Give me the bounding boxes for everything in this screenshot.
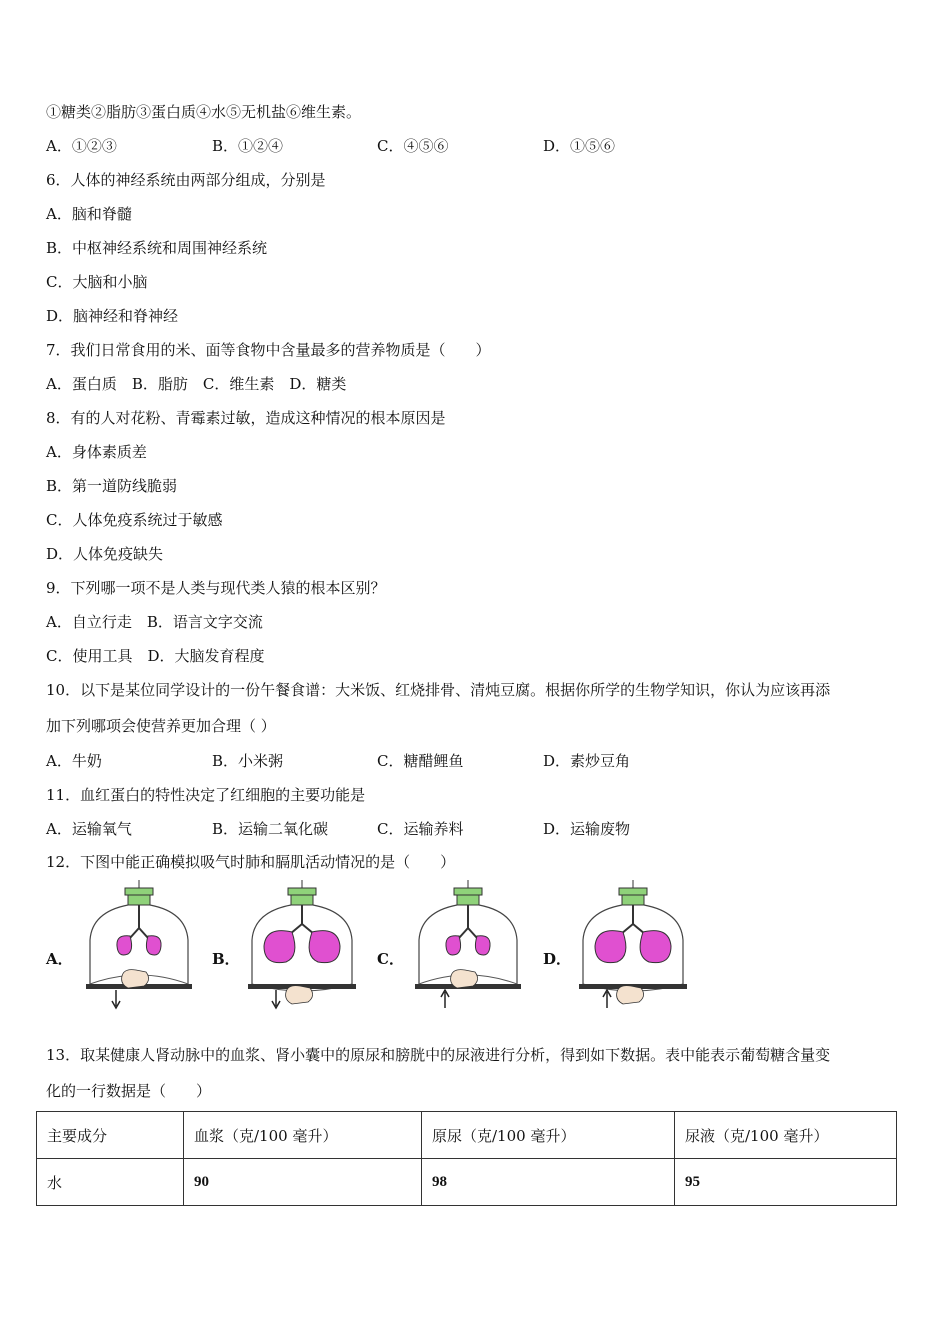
q12-label-b: B． xyxy=(212,950,240,968)
table-cell: 95 xyxy=(675,1159,897,1206)
q12-stem: 12．下图中能正确模拟吸气时肺和膈肌活动情况的是（ ） xyxy=(46,853,456,871)
q10-stem-line1: 10．以下是某位同学设计的一份午餐食谱：大米饭、红烧排骨、清炖豆腐。根据你所学的生物学知识，你认为应该再添 xyxy=(46,681,831,699)
q11-option-c[interactable]: C．运输养料 xyxy=(377,820,464,838)
q10-stem-line2: 加下列哪项会使营养更加合理（ ） xyxy=(46,717,276,735)
q8-option-b[interactable]: B．第一道防线脆弱 xyxy=(46,477,178,495)
q10-option-a[interactable]: A．牛奶 xyxy=(46,752,102,770)
q11-option-b[interactable]: B．运输二氧化碳 xyxy=(212,820,329,838)
q8-option-c[interactable]: C．人体免疫系统过于敏感 xyxy=(46,511,223,529)
q12-label-d: D． xyxy=(543,950,572,968)
q13-stem-line1: 13．取某健康人肾动脉中的血浆、肾小囊中的原尿和膀胱中的尿液进行分析，得到如下数据。表中能表示葡萄糖含量变 xyxy=(46,1046,831,1064)
bell-jar-model-b-icon xyxy=(246,880,358,1015)
q13-data-table xyxy=(36,1111,897,1206)
table-header-cell: 原尿（克/100 毫升） xyxy=(422,1112,675,1159)
q6-option-b[interactable]: B．中枢神经系统和周围神经系统 xyxy=(46,239,268,257)
q8-stem: 8．有的人对花粉、青霉素过敏，造成这种情况的根本原因是 xyxy=(46,409,446,427)
table-cell: 98 xyxy=(422,1159,675,1206)
table-header-cell: 主要成分 xyxy=(37,1112,184,1159)
q10-option-d[interactable]: D．素炒豆角 xyxy=(543,752,631,770)
q5-option-a[interactable]: A．①②③ xyxy=(46,137,117,155)
q8-option-d[interactable]: D．人体免疫缺失 xyxy=(46,545,164,563)
bell-jar-model-c-icon xyxy=(413,880,523,1015)
table-row xyxy=(37,1159,897,1206)
table-cell: 水 xyxy=(37,1159,184,1206)
q6-option-c[interactable]: C．大脑和小脑 xyxy=(46,273,148,291)
q11-option-d[interactable]: D．运输废物 xyxy=(543,820,631,838)
q9-options-line2[interactable]: C．使用工具 D．大脑发育程度 xyxy=(46,647,265,665)
q7-options[interactable]: A．蛋白质 B．脂肪 C．维生素 D．糖类 xyxy=(46,375,347,393)
q9-options-line1[interactable]: A．自立行走 B．语言文字交流 xyxy=(46,613,263,631)
q11-stem: 11．血红蛋白的特性决定了红细胞的主要功能是 xyxy=(46,786,366,804)
q12-label-c: C． xyxy=(377,950,404,968)
q6-option-a[interactable]: A．脑和脊髓 xyxy=(46,205,132,223)
q5-option-d[interactable]: D．①⑤⑥ xyxy=(543,137,616,155)
q7-stem: 7．我们日常食用的米、面等食物中含量最多的营养物质是（ ） xyxy=(46,341,491,359)
q5-option-c[interactable]: C．④⑤⑥ xyxy=(377,137,449,155)
table-header-row xyxy=(37,1112,897,1159)
q8-option-a[interactable]: A．身体素质差 xyxy=(46,443,147,461)
table-header-cell: 血浆（克/100 毫升） xyxy=(184,1112,422,1159)
q10-option-c[interactable]: C．糖醋鲤鱼 xyxy=(377,752,464,770)
q12-label-a: A． xyxy=(46,950,73,968)
q10-option-b[interactable]: B．小米粥 xyxy=(212,752,284,770)
q13-stem-line2: 化的一行数据是（ ） xyxy=(46,1082,212,1100)
q5-option-b[interactable]: B．①②④ xyxy=(212,137,284,155)
q11-option-a[interactable]: A．运输氧气 xyxy=(46,820,132,838)
bell-jar-model-d-icon xyxy=(577,880,689,1015)
q5-stem: ①糖类②脂肪③蛋白质④水⑤无机盐⑥维生素。 xyxy=(46,103,362,121)
q6-stem: 6．人体的神经系统由两部分组成，分别是 xyxy=(46,171,326,189)
q6-option-d[interactable]: D．脑神经和脊神经 xyxy=(46,307,179,325)
table-cell: 90 xyxy=(184,1159,422,1206)
bell-jar-model-a-icon xyxy=(84,880,194,1015)
q9-stem: 9．下列哪一项不是人类与现代类人猿的根本区别？ xyxy=(46,579,386,597)
table-header-cell: 尿液（克/100 毫升） xyxy=(675,1112,897,1159)
